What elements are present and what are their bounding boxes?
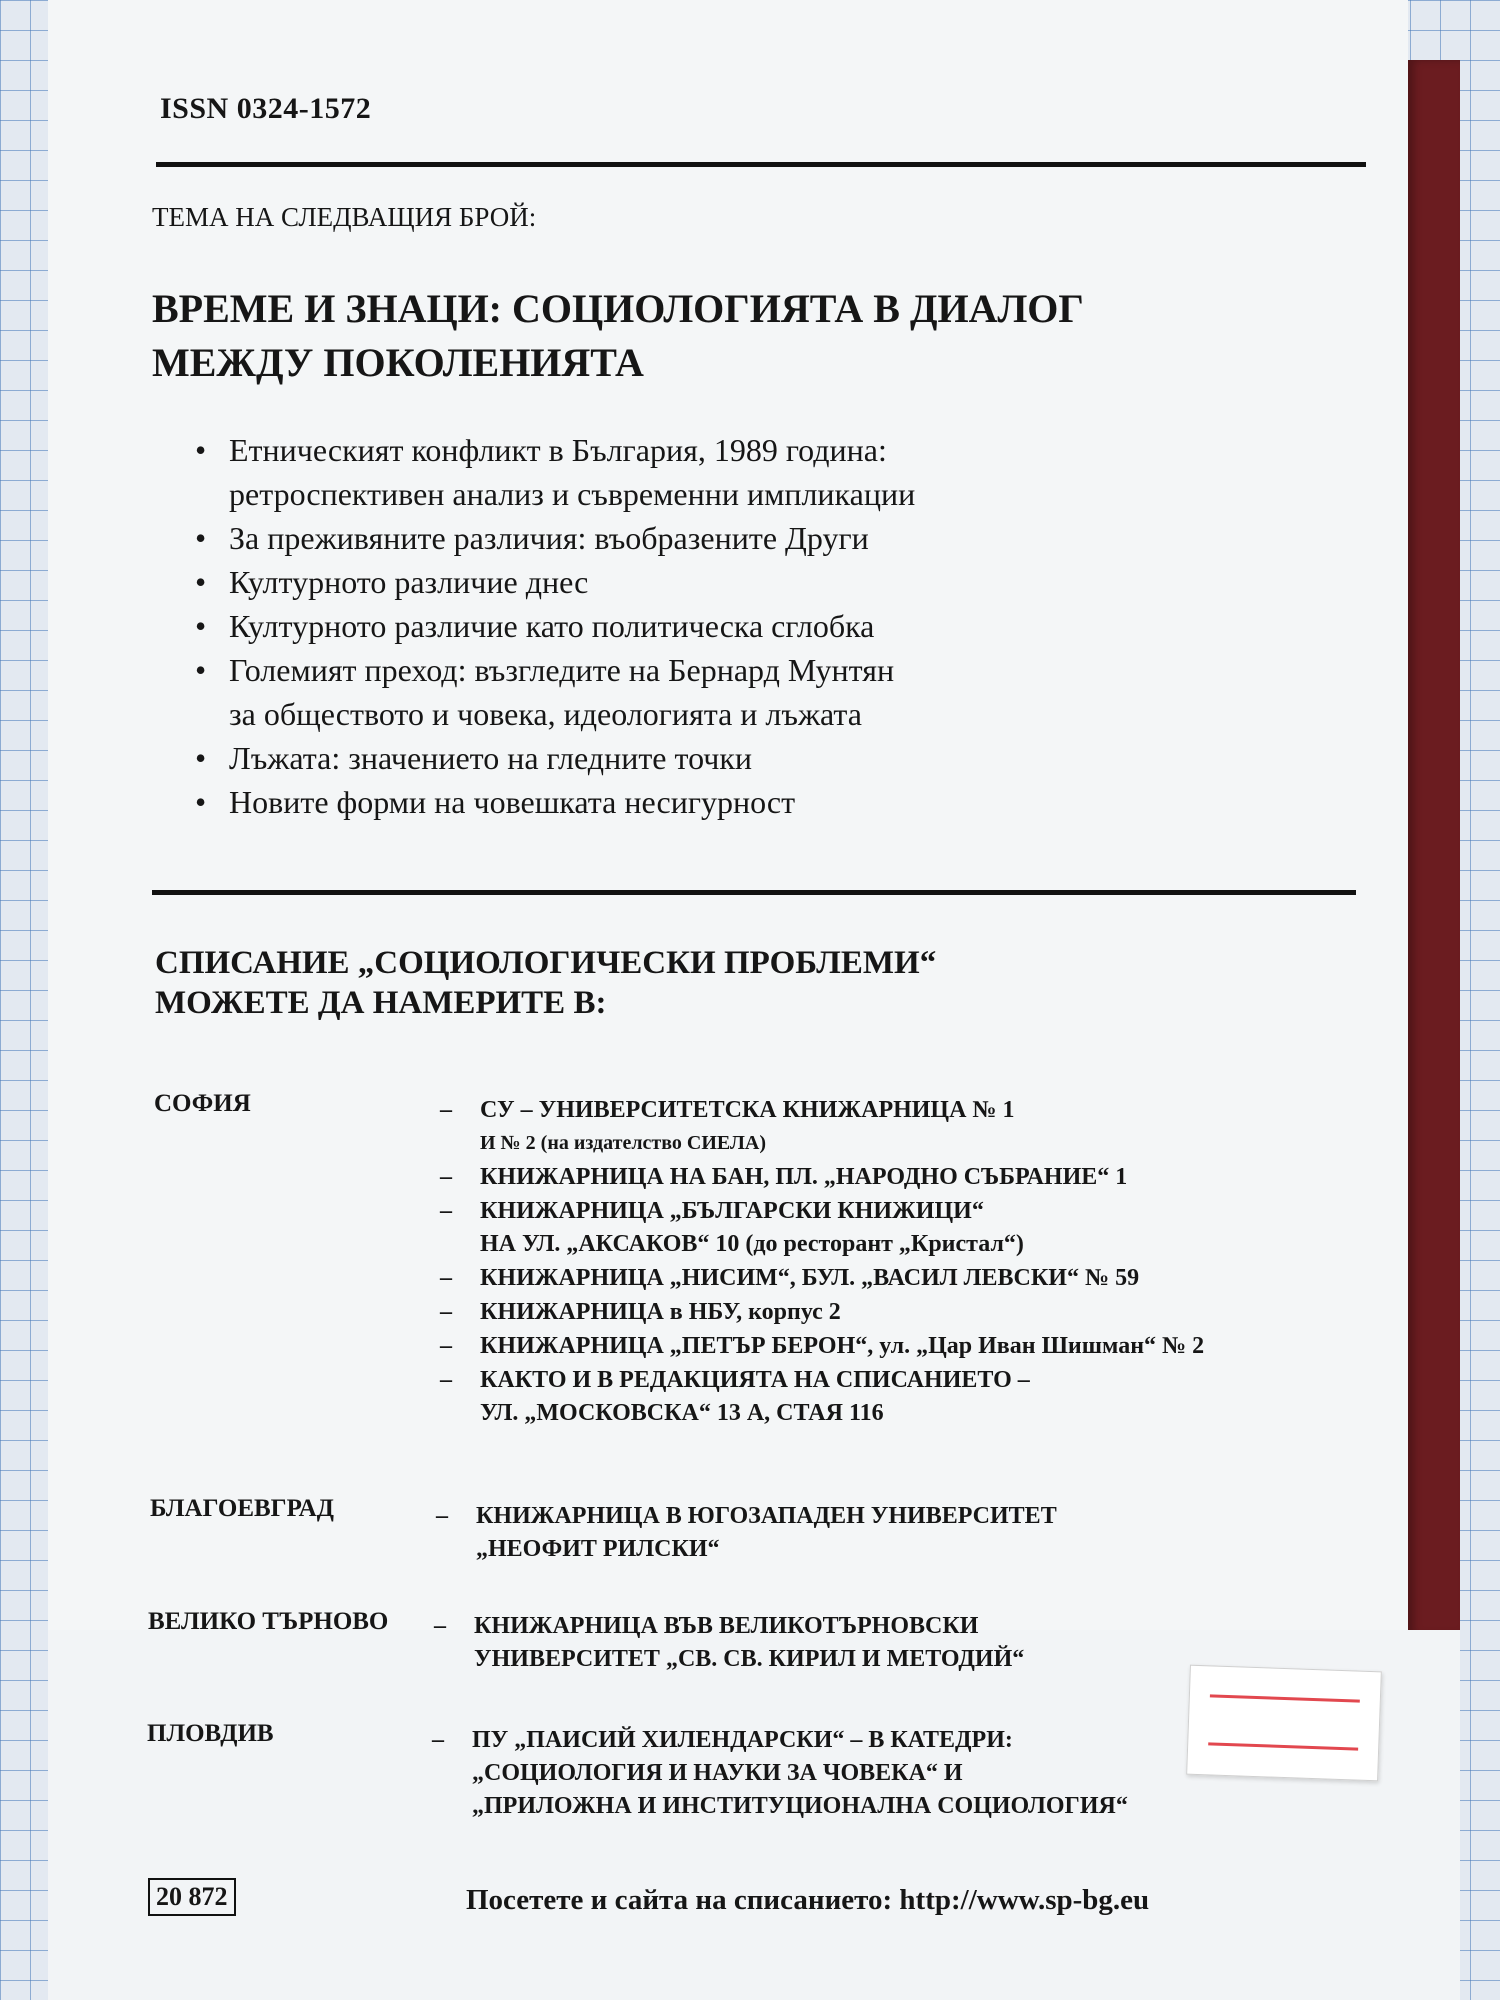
topic-item: • Лъжата: значението на гледните точки: [195, 736, 1345, 780]
next-issue-title: [152, 282, 1352, 390]
topic-item: • Културното различие днес: [195, 560, 1345, 604]
topic-item: • Големият преход: възгледите на Бернард Мунтян за обществото и човека, идеологията и лъжата: [195, 648, 1345, 736]
next-issue-title-line-2: МЕЖДУ ПОКОЛЕНИЯТА: [152, 340, 644, 385]
bookstore-item: – КНИЖАРНИЦА в НБУ, корпус 2: [440, 1296, 1370, 1329]
city-sofia: СОФИЯ: [154, 1090, 251, 1117]
next-issue-label: ТЕМА НА СЛЕДВАЩИЯ БРОЙ:: [152, 202, 537, 232]
bookstore-item: – КНИЖАРНИЦА „ПЕТЪР БЕРОН“, ул. „Цар Иван Шишман“ № 2: [440, 1330, 1370, 1363]
top-divider: [156, 162, 1366, 167]
next-issue-title-line-1: ВРЕМЕ И ЗНАЦИ: СОЦИОЛОГИЯТА В ДИАЛОГ: [152, 286, 1084, 331]
bookstore-item: – КАКТО И В РЕДАКЦИЯТА НА СПИСАНИЕТО – УЛ. „МОСКОВСКА“ 13 А, СТАЯ 116: [440, 1364, 1370, 1430]
blagoevgrad-bookstores: [436, 1500, 1336, 1567]
locations-title-line-2: МОЖЕТЕ ДА НАМЕРИТЕ В:: [155, 985, 607, 1021]
bookstore-item: – КНИЖАРНИЦА ВЪВ ВЕЛИКОТЪРНОВСКИ УНИВЕРСИТЕТ „СВ. СВ. КИРИЛ И МЕТОДИЙ“: [434, 1610, 1334, 1676]
website-footer: Посетете и сайта на списанието: http://www.sp-bg.eu: [466, 1884, 1150, 1916]
topic-item: • Етническият конфликт в България, 1989 година: ретроспективен анализ и съвременни импликации: [195, 428, 1345, 516]
price-sticker: [1186, 1665, 1382, 1782]
locations-title: [155, 943, 1355, 1023]
sticker-line: [1210, 1694, 1360, 1702]
topics-list: [195, 428, 1345, 824]
bookstore-item: – СУ – УНИВЕРСИТЕТСКА КНИЖАРНИЦА № 1 И № 2 (на издателство СИЕЛА): [440, 1094, 1370, 1160]
locations-title-line-1: СПИСАНИЕ „СОЦИОЛОГИЧЕСКИ ПРОБЛЕМИ“: [155, 945, 937, 981]
sofia-bookstores: [440, 1094, 1370, 1431]
sticker-line: [1208, 1742, 1358, 1750]
issn-number: ISSN 0324-1572: [160, 92, 372, 125]
catalog-code: 20 872: [148, 1878, 236, 1916]
bookstore-item: – КНИЖАРНИЦА НА БАН, ПЛ. „НАРОДНО СЪБРАНИЕ“ 1: [440, 1161, 1370, 1194]
city-blagoevgrad: БЛАГОЕВГРАД: [150, 1495, 334, 1522]
bookstore-item: – КНИЖАРНИЦА „НИСИМ“, БУЛ. „ВАСИЛ ЛЕВСКИ“ № 59: [440, 1262, 1370, 1295]
bookstore-item: – КНИЖАРНИЦА В ЮГОЗАПАДЕН УНИВЕРСИТЕТ „НЕОФИТ РИЛСКИ“: [436, 1500, 1336, 1566]
topic-item: • Културното различие като политическа сглобка: [195, 604, 1345, 648]
middle-divider: [152, 890, 1356, 895]
topic-item: • За преживяните различия: въобразените Други: [195, 516, 1345, 560]
city-veliko-tarnovo: ВЕЛИКО ТЪРНОВО: [148, 1608, 389, 1635]
bookstore-item: – КНИЖАРНИЦА „БЪЛГАРСКИ КНИЖИЦИ“ НА УЛ. „АКСАКОВ“ 10 (до ресторант „Кристал“): [440, 1195, 1370, 1261]
bookstore-item: – ПУ „ПАИСИЙ ХИЛЕНДАРСКИ“ – В КАТЕДРИ: „СОЦИОЛОГИЯ И НАУКИ ЗА ЧОВЕКА“ И „ПРИЛОЖНА И ИНСТИТУЦИОНАЛНА СОЦИОЛОГИЯ“: [432, 1724, 1332, 1823]
topic-item: • Новите форми на човешката несигурност: [195, 780, 1345, 824]
city-plovdiv: ПЛОВДИВ: [147, 1720, 274, 1747]
